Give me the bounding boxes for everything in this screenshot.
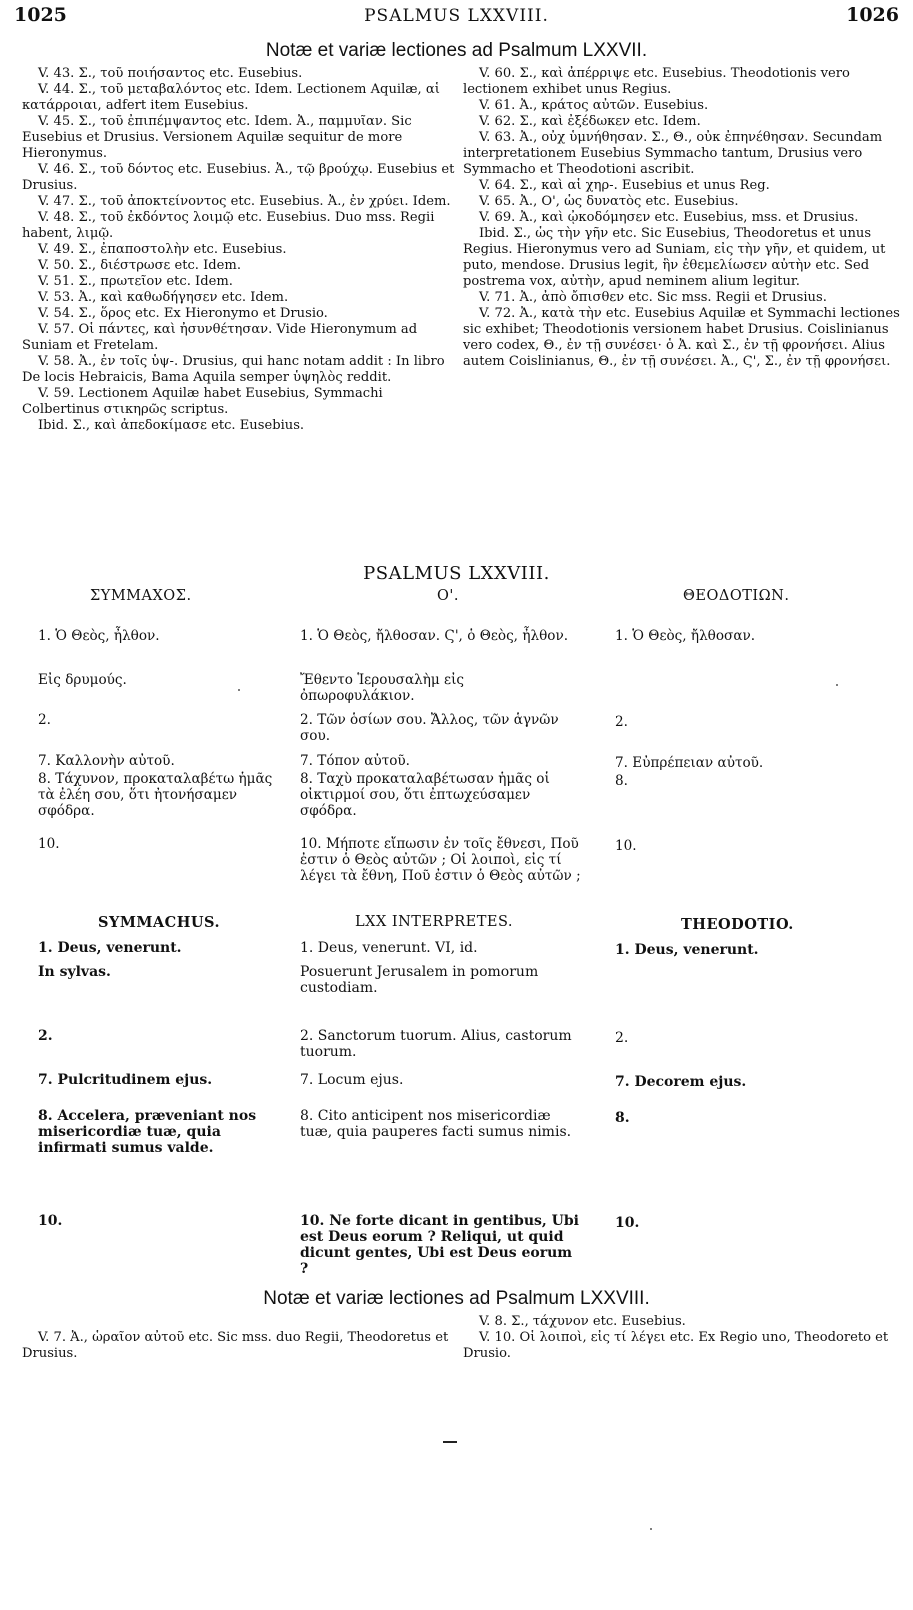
latin-sym-v8: 8. Accelera, præveniant nos misericordiæ tuæ, quia infirmati sumus valde.	[38, 1108, 257, 1156]
greek-theo-v10: 10.	[615, 838, 637, 854]
note-entry: V. 43. Σ., τοῦ ποιήσαντος etc. Eusebius.	[38, 66, 303, 81]
greek-header-lxx: Ο'.	[437, 588, 459, 604]
note-entry: V. 57. Οἱ πάντες, καὶ ἠσυνθέτησαν. Vide Hieronymum ad Suniam et Fretelam.	[22, 322, 418, 353]
note-entry: V. 51. Σ., πρωτεῖον etc. Idem.	[38, 274, 233, 289]
note-entry: V. 72. Ἀ., κατὰ τὴν etc. Eusebius Aquilæ et Symmachi lectiones sic exhibet; Theodotionis versionem habet Drusius. Coislinianus vero codex, Θ., ἐν τῇ συνέσει· ὁ Ἀ. καὶ Σ., ἐν τῇ φρονήσει. Alius autem Coislinianus, Θ., ἐν τῇ συνέσει. Ἀ., Ϛ', Σ., ἐν τῇ φρονήσει.	[463, 306, 900, 369]
note-entry: V. 71. Ἀ., ἀπὸ ὄπισθεν etc. Sic mss. Regii et Drusius.	[479, 290, 827, 305]
greek-lxx-v2: 2. Τῶν ὁσίων σου. Ἄλλος, τῶν ἁγνῶν σου.	[300, 712, 559, 744]
print-speck	[238, 689, 240, 691]
note-entry: V. 44. Σ., τοῦ μεταβαλόντος etc. Idem. Lectionem Aquilæ, αἱ κατάρροιαι, adfert item Eusebius.	[22, 82, 440, 113]
print-speck	[650, 1528, 652, 1530]
greek-lxx-v8: 8. Ταχὺ προκαταλαβέτωσαν ἡμᾶς οἱ οἰκτιρμοί σου, ὅτι ἐπτωχεύσαμεν σφόδρα.	[300, 771, 550, 819]
note-entry: V. 47. Σ., τοῦ ἀποκτείνοντος etc. Eusebius. Ἀ., ἐν χρύει. Idem.	[38, 194, 451, 209]
latin-lxx-v7: 7. Locum ejus.	[300, 1072, 404, 1088]
note-entry: V. 64. Σ., καὶ αἱ χηρ-. Eusebius et unus Reg.	[479, 178, 770, 193]
note-entry: V. 65. Ἀ., Ο', ὡς δυνατὸς etc. Eusebius.	[479, 194, 739, 209]
notes-title-psalm-78: Notæ et variæ lectiones ad Psalmum LXXVIII.	[263, 1288, 650, 1309]
latin-theo-v2: 2.	[615, 1030, 629, 1046]
latin-lxx-v8: 8. Cito anticipent nos misericordiæ tuæ, quia pauperes facti sumus nimis.	[300, 1108, 572, 1140]
print-speck	[836, 684, 838, 686]
greek-lxx-v7: 7. Τόπον αὐτοῦ.	[300, 753, 410, 769]
latin-header-lxx: LXX INTERPRETES.	[355, 914, 514, 930]
note-entry: V. 58. Ἀ., ἐν τοῖς ὑψ-. Drusius, qui hanc notam addit : In libro De locis Hebraicis, Bama Aquila semper ὑψηλὸς reddit.	[22, 354, 445, 385]
note-entry: V. 63. Ἀ., οὐχ ὑμνήθησαν. Σ., Θ., οὐκ ἐπηνέθησαν. Secundam interpretationem Eusebius Symmacho tantum, Drusius vero Symmacho et Theodotioni ascribit.	[463, 130, 883, 177]
greek-sym-v10: 10.	[38, 836, 60, 852]
latin-sym-v1b: In sylvas.	[38, 964, 111, 980]
note-entry: V. 7. Ἀ., ὡραῖον αὐτοῦ etc. Sic mss. duo Regii, Theodoretus et Drusius.	[22, 1330, 449, 1361]
latin-header-symmachus: SYMMACHUS.	[98, 914, 221, 931]
latin-sym-v2: 2.	[38, 1028, 53, 1044]
note-entry: V. 46. Σ., τοῦ δόντος etc. Eusebius. Ἀ., τῷ βρούχῳ. Eusebius et Drusius.	[22, 162, 455, 193]
latin-sym-v7: 7. Pulcritudinem ejus.	[38, 1072, 213, 1088]
page-number-left: 1025	[14, 4, 67, 26]
greek-theo-v7: 7. Εὐπρέπειαν αὐτοῦ.	[615, 755, 764, 771]
latin-lxx-v2: 2. Sanctorum tuorum. Alius, castorum tuorum.	[300, 1028, 572, 1060]
notes-bottom-right	[463, 1314, 901, 1362]
latin-lxx-v1: 1. Deus, venerunt. VI, id.	[300, 940, 478, 956]
latin-theo-v8: 8.	[615, 1110, 630, 1126]
greek-theo-v2: 2.	[615, 714, 628, 730]
page-header	[0, 4, 913, 30]
greek-lxx-v1: 1. Ὁ Θεὸς, ἤλθοσαν. Ϛ', ὁ Θεὸς, ἦλθον.	[300, 628, 569, 644]
latin-theo-v10: 10.	[615, 1215, 640, 1231]
greek-lxx-v1b: Ἔθεντο Ἱερουσαλὴμ εἰς ὀπωροφυλάκιον.	[300, 672, 465, 704]
notes-right-column	[463, 66, 901, 370]
note-entry: V. 8. Σ., τάχυνον etc. Eusebius.	[479, 1314, 686, 1329]
note-entry: V. 54. Σ., ὅρος etc. Ex Hieronymo et Drusio.	[38, 306, 328, 321]
latin-header-theodotio: THEODOTIO.	[681, 916, 794, 933]
closing-rule	[443, 1441, 457, 1443]
psalm-title: PSALMUS LXXVIII.	[363, 563, 550, 584]
note-entry: V. 62. Σ., καὶ ἐξέδωκεν etc. Idem.	[479, 114, 701, 129]
note-entry: V. 53. Ἀ., καὶ καθωδήγησεν etc. Idem.	[38, 290, 289, 305]
notes-bottom-left	[22, 1330, 452, 1362]
notes-left-column	[22, 66, 462, 434]
note-entry: V. 69. Ἀ., καὶ ᾠκοδόμησεν etc. Eusebius, mss. et Drusius.	[479, 210, 859, 225]
latin-lxx-v10: 10. Ne forte dicant in gentibus, Ubi est Deus eorum ? Reliqui, ut quid dicunt gentes, Ubi est Deus eorum ?	[300, 1213, 579, 1277]
latin-sym-v1: 1. Deus, venerunt.	[38, 940, 182, 956]
greek-theo-v8: 8.	[615, 773, 628, 789]
greek-theo-v1: 1. Ὁ Θεὸς, ἤλθοσαν.	[615, 628, 756, 644]
latin-sym-v10: 10.	[38, 1213, 63, 1229]
latin-theo-v7: 7. Decorem ejus.	[615, 1074, 747, 1090]
greek-sym-v8: 8. Τάχυνον, προκαταλαβέτω ἡμᾶς τὰ ἐλέη σου, ὅτι ἠτονήσαμεν σφόδρα.	[38, 771, 273, 819]
greek-sym-v1: 1. Ὁ Θεὸς, ἦλθον.	[38, 628, 160, 644]
latin-lxx-v1b: Posuerunt Jerusalem in pomorum custodiam.	[300, 964, 539, 996]
note-entry: V. 10. Οἱ λοιποὶ, εἰς τί λέγει etc. Ex Regio uno, Theodoreto et Drusio.	[463, 1330, 889, 1361]
note-entry: V. 59. Lectionem Aquilæ habet Eusebius, Symmachi Colbertinus στικηρῶς scriptus.	[22, 386, 383, 417]
note-entry: Ibid. Σ., καὶ ἀπεδοκίμασε etc. Eusebius.	[38, 418, 305, 433]
note-entry: V. 50. Σ., διέστρωσε etc. Idem.	[38, 258, 242, 273]
latin-theo-v1: 1. Deus, venerunt.	[615, 942, 759, 958]
greek-sym-v2: 2.	[38, 712, 51, 728]
notes-title-psalm-77: Notæ et variæ lectiones ad Psalmum LXXVII.	[265, 40, 648, 61]
note-entry: Ibid. Σ., ὡς τὴν γῆν etc. Sic Eusebius, Theodoretus et unus Regius. Hieronymus vero ad Suniam, εἰς τὴν γῆν, et quidem, ut puto, mendose. Drusius legit, ἣν ἐθεμελίωσεν αὐτὴν etc. Sed postrema vox, αὐτὴν, apud neminem alium legitur.	[463, 226, 886, 289]
page-number-right: 1026	[846, 4, 899, 26]
note-entry: V. 45. Σ., τοῦ ἐπιπέμψαντος etc. Idem. Ἀ., παμμυῖαν. Sic Eusebius et Drusius. Versionem Aquilæ sequitur de more Hieronymus.	[22, 114, 412, 161]
running-title: PSALMUS LXXVIII.	[364, 6, 549, 26]
greek-header-symmachus: ΣΥΜΜΑΧΟΣ.	[90, 588, 192, 604]
note-entry: V. 61. Ἀ., κράτος αὐτῶν. Eusebius.	[479, 98, 709, 113]
note-entry: V. 48. Σ., τοῦ ἐκδόντος λοιμῷ etc. Eusebius. Duo mss. Regii habent, λιμῷ.	[22, 210, 435, 241]
greek-header-theodotion: ΘΕΟΔΟΤΙΩΝ.	[683, 588, 790, 604]
note-entry: V. 49. Σ., ἐπαποστολὴν etc. Eusebius.	[38, 242, 287, 257]
greek-sym-v7: 7. Καλλονὴν αὐτοῦ.	[38, 753, 175, 769]
greek-lxx-v10: 10. Μήποτε εἴπωσιν ἐν τοῖς ἔθνεσι, Ποῦ ἐστιν ὁ Θεὸς αὐτῶν ; Οἱ λοιποὶ, εἰς τί λέγει τὰ ἔθνη, Ποῦ ἐστιν ὁ Θεὸς αὐτῶν ;	[300, 836, 581, 884]
note-entry: V. 60. Σ., καὶ ἀπέρριψε etc. Eusebius. Theodotionis vero lectionem exhibet unus Regius.	[463, 66, 850, 97]
greek-sym-v1b: Εἰς δρυμούς.	[38, 672, 127, 688]
